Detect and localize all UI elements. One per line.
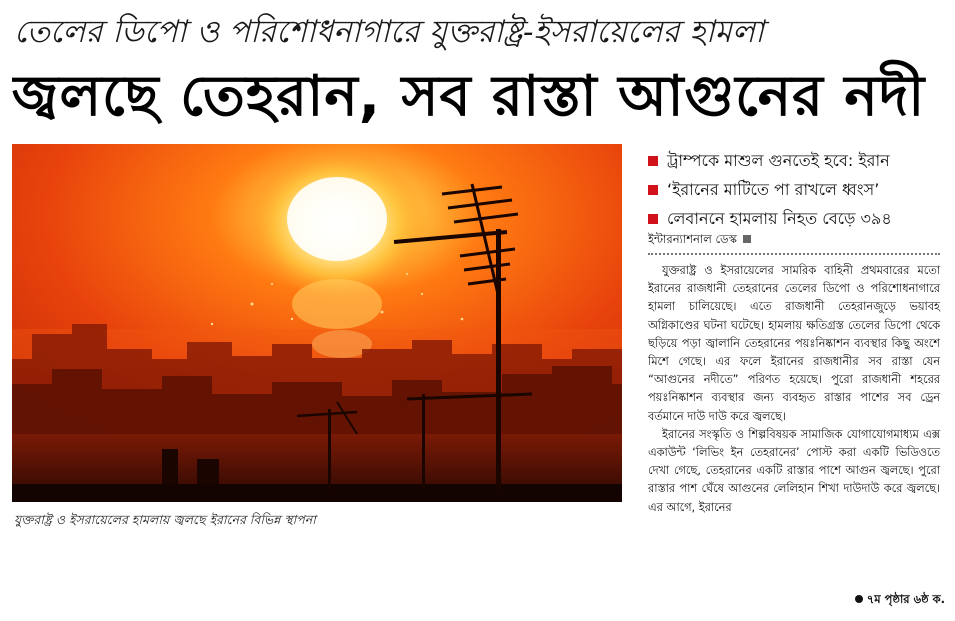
square-marker-icon	[743, 235, 751, 243]
main-headline: জ্বলছে তেহরান, সব রাস্তা আগুনের নদী	[12, 64, 926, 129]
highlight-text: ট্রাম্পকে মাশুল গুনতেই হবে: ইরান	[667, 151, 890, 170]
photo-caption: যুক্তরাষ্ট্র ও ইসরায়েলের হামলায় জ্বলছে ইরানের বিভিন্ন স্থাপনা	[14, 512, 316, 527]
highlight-item	[648, 204, 948, 233]
body-paragraph: যুক্তরাষ্ট্র ও ইসরায়েলের সামরিক বাহিনী প্রথমবারের মতো ইরানের রাজধানী তেহরানের তেলের ডিপো ও পরিশোধনাগারে হামলা চালিয়েছে। এতে রাজধানী তেহরানজুড়ে ভয়াবহ অগ্নিকাণ্ডের ঘটনা ঘটেছে। হামলায় ক্ষতিগ্রস্ত তেলের ডিপো থেকে ছড়িয়ে পড়া জ্বালানি তেহরানের পয়ঃনিষ্কাশন ব্যবস্থার কিছু অংশে মিশে গেছে। এর ফলে ইরানের রাজধানীর সব রাস্তা যেন “আগুনের নদীতে” পরিণত হয়েছে। পুরো রাজধানী শহরের পয়ঃনিষ্কাশন ব্যবস্থার জন্য ব্যবহৃত রাস্তার পাশের সব ড্রেন বর্তমানে দাউ দাউ করে জ্বলছে।	[648, 264, 940, 423]
article-body	[648, 262, 940, 517]
news-photo	[12, 144, 622, 502]
highlight-text: ‘ইরানের মাটিতে পা রাখলে ধ্বংস’	[667, 180, 880, 199]
bullet-dot-icon	[855, 595, 863, 603]
highlight-list	[648, 146, 948, 233]
kicker-headline: তেলের ডিপো ও পরিশোধনাগারে যুক্তরাষ্ট্র-ইসরায়েলের হামলা	[14, 14, 764, 50]
square-bullet-icon	[648, 214, 658, 224]
continued-text: ৭ম পৃষ্ঠার ৬ষ্ঠ ক.	[866, 592, 945, 606]
highlight-item	[648, 175, 948, 204]
byline	[648, 230, 948, 248]
body-paragraph: ইরানের সংস্কৃতি ও শিল্পবিষয়ক সামাজিক যোগাযোগমাধ্যম এক্স একাউন্ট ‘লিভিং ইন তেহরানের’ পোস্ট করা একটি ভিডিওতে দেখা গেছে, তেহরানের একটি রাস্তার পাশে আগুন জ্বলছে। পুরো রাস্তার পাশ ঘেঁষে আগুনের লেলিহান শিখা দাউদাউ করে জ্বলছে। এর আগে, ইরানের	[648, 427, 940, 514]
highlight-text: লেবাননে হামলায় নিহত বেড়ে ৩৯৪	[667, 209, 892, 228]
square-bullet-icon	[648, 156, 658, 166]
byline-text: ইন্টারন্যাশনাল ডেস্ক	[648, 232, 737, 246]
highlight-item	[648, 146, 948, 175]
continued-reference	[820, 589, 945, 609]
square-bullet-icon	[648, 185, 658, 195]
dotted-divider	[648, 253, 940, 255]
